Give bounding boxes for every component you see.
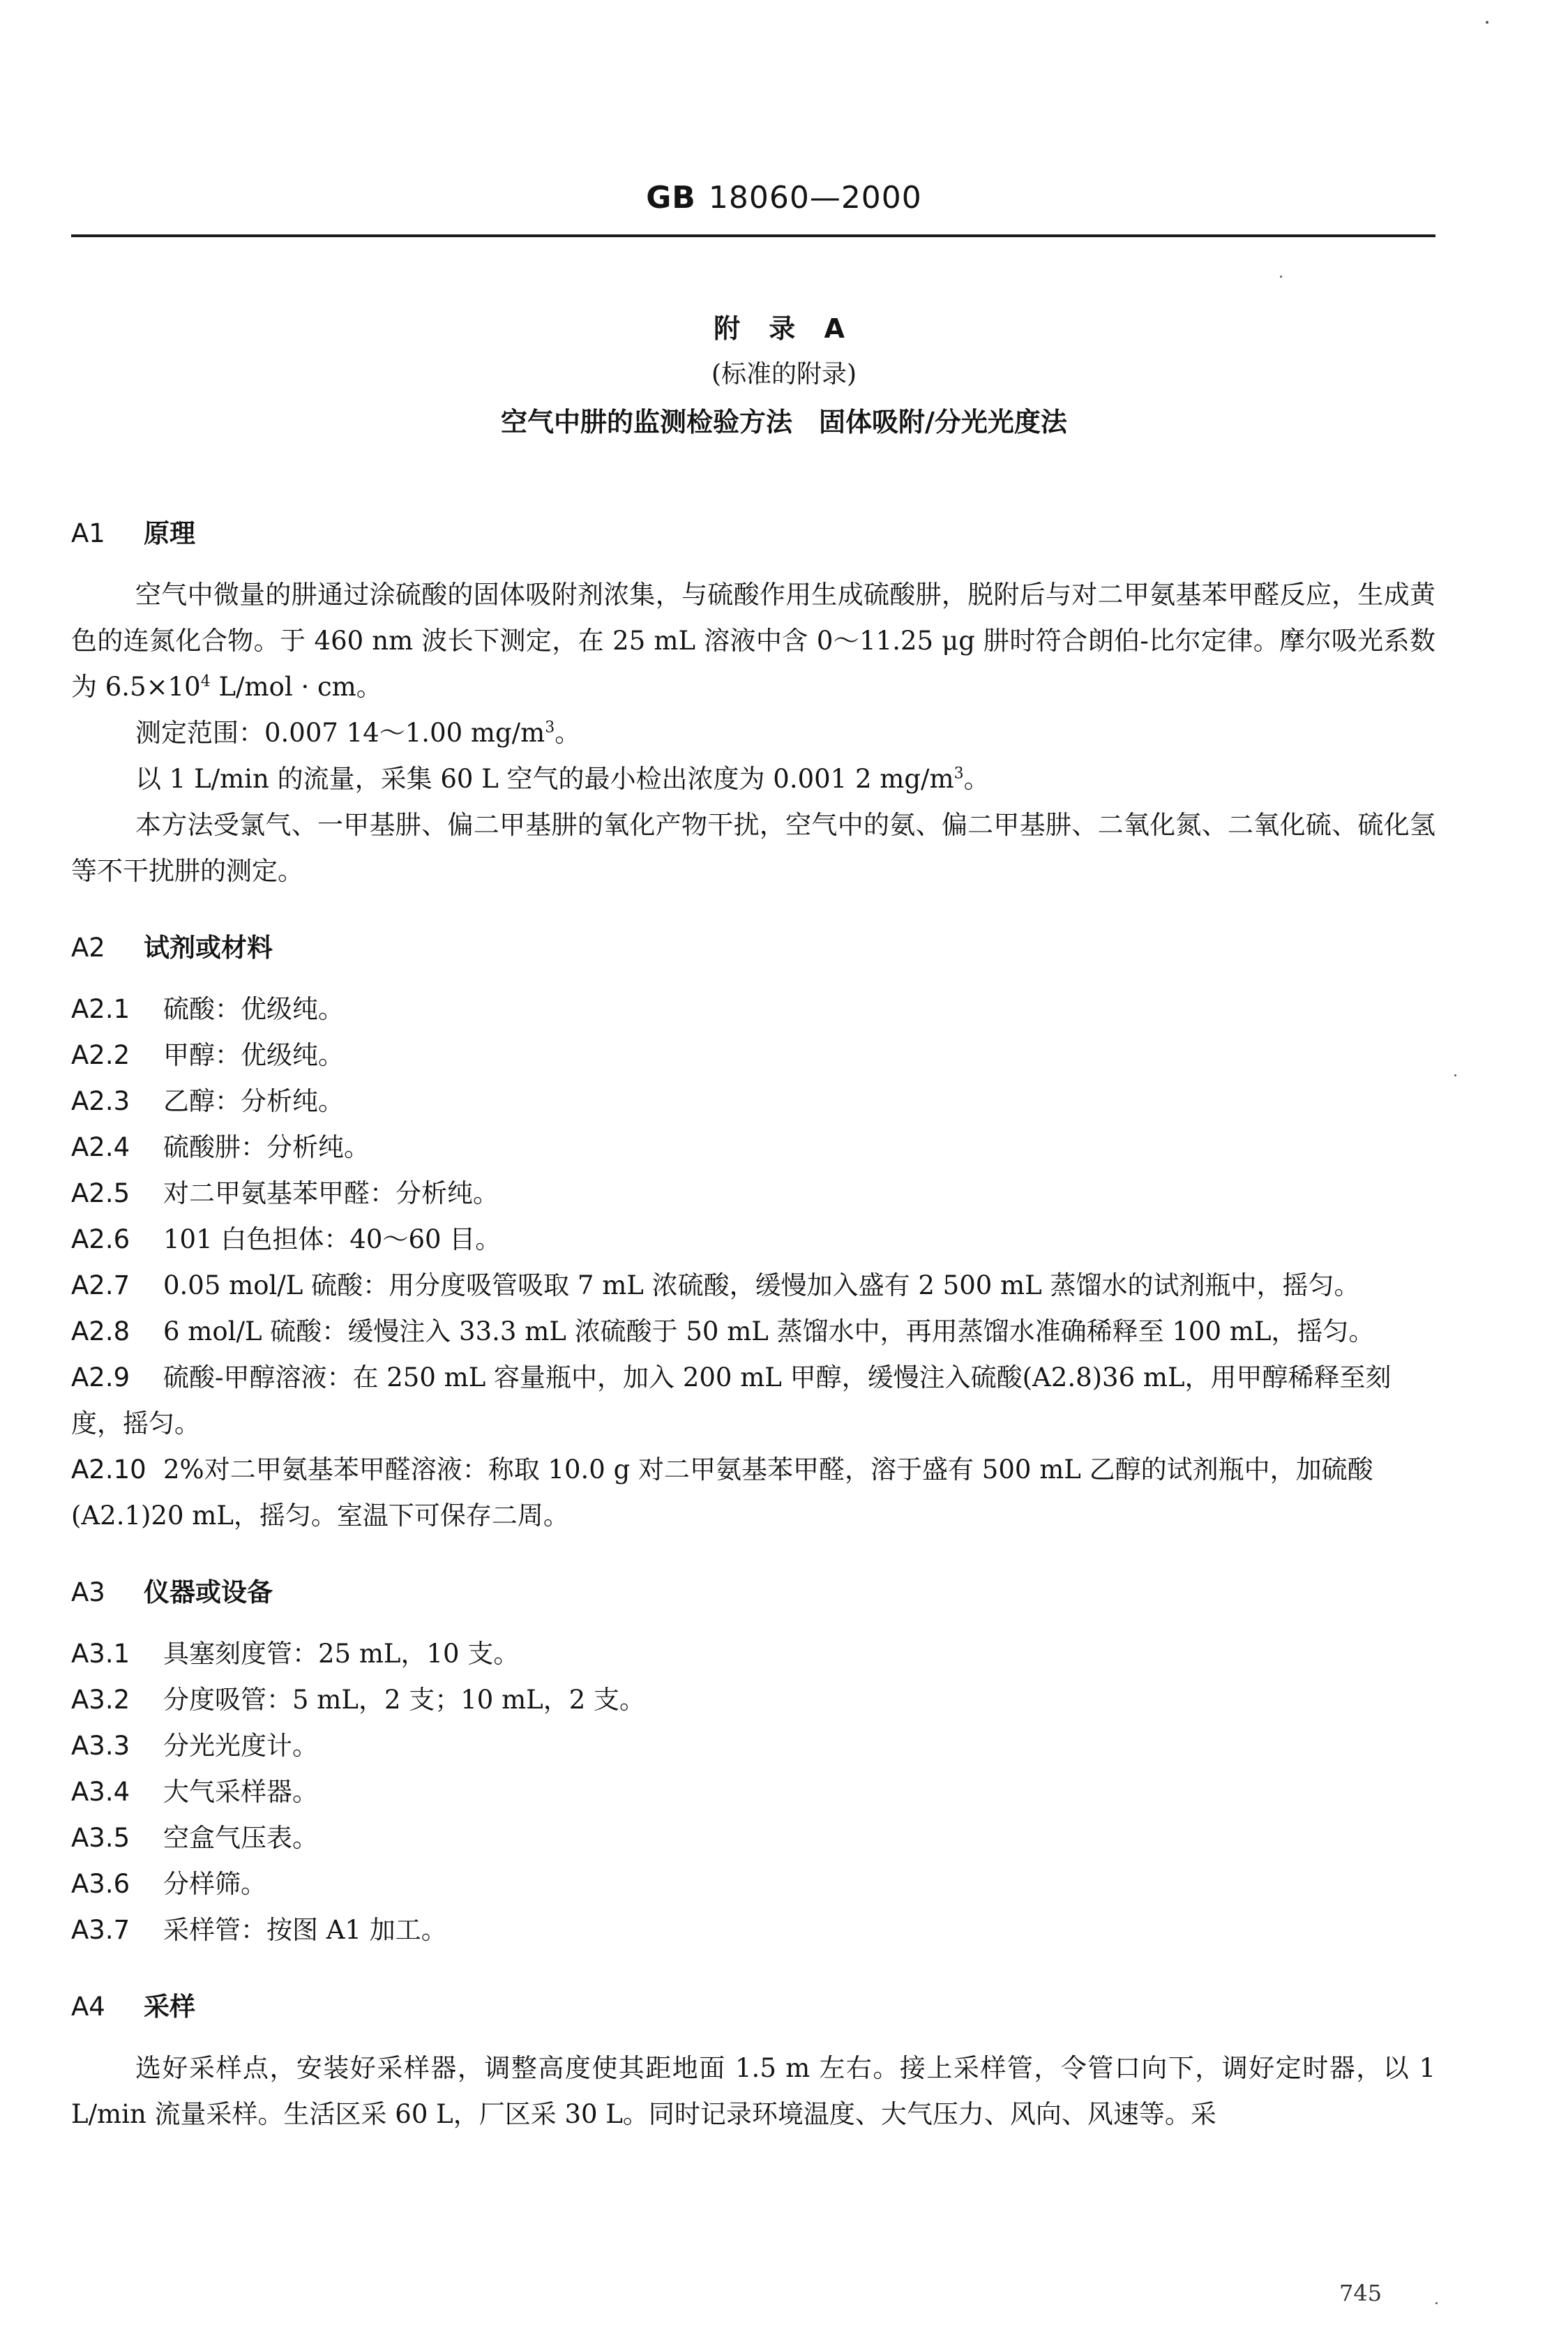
list-item [71,1815,1435,1861]
item-text: 分度吸管：5 mL，2 支；10 mL，2 支。 [163,1685,646,1715]
header-code: 18060—2000 [708,180,922,216]
list-item [71,986,1435,1032]
list-item [71,1217,1435,1263]
list-item [71,1079,1435,1125]
item-number: A3.5 [71,1823,130,1853]
section-title: 原理 [144,518,195,548]
list-item [71,1861,1435,1907]
header-rule [71,234,1435,237]
item-text: 分光光度计。 [163,1731,318,1761]
item-text: 对二甲氨基苯甲醛：分析纯。 [163,1178,499,1208]
item-number: A2.9 [71,1362,130,1392]
list-item [71,1171,1435,1217]
list-item [71,1769,1435,1815]
item-text: 乙醇：分析纯。 [163,1086,344,1116]
section-heading-a3 [71,1570,1435,1616]
list-item [71,1355,1435,1447]
paragraph: 选好采样点，安装好采样器，调整高度使其距地面 1.5 m 左右。接上采样管，令管口向下，调好定时器，以 1 L/min 流量采样。生活区采 60 L，厂区采 30 L。同时记录环境温度、大气压力、风向、风速等。采 [71,2053,1435,2129]
item-text: 硫酸：优级纯。 [163,994,344,1024]
item-text: 具塞刻度管：25 mL，10 支。 [163,1639,520,1669]
list-item [71,1447,1435,1539]
list-item [71,1309,1435,1355]
item-text: 2%对二甲氨基苯甲醛溶液：称取 10.0 g 对二甲氨基苯甲醛，溶于盛有 500 mL 乙醇的试剂瓶中，加硫酸(A2.1)20 mL，摇匀。室温下可保存二周。 [71,1455,1373,1531]
list-item [71,1677,1435,1723]
scan-speck [1280,276,1282,278]
item-text: 0.05 mol/L 硫酸：用分度吸管吸取 7 mL 浓硫酸，缓慢加入盛有 2 500 mL 蒸馏水的试剂瓶中，摇匀。 [163,1270,1360,1300]
reagent-list [71,986,1435,1539]
item-text: 硫酸肼：分析纯。 [163,1132,370,1162]
list-item [71,1263,1435,1309]
paragraph: 测定范围：0.007 14～1.00 $mg/m^3$。 [135,718,581,748]
item-number: A2.6 [71,1224,130,1254]
item-number: A2.10 [71,1455,146,1485]
section-number: A3 [71,1577,105,1607]
item-number: A2.5 [71,1178,130,1208]
paragraph: 本方法受氯气、一甲基肼、偏二甲基肼的氧化产物干扰，空气中的氨、偏二甲基肼、二氧化氮、二氧化硫、硫化氢等不干扰肼的测定。 [71,810,1435,886]
list-item [71,1032,1435,1079]
equipment-list [71,1631,1435,1953]
list-item [71,1125,1435,1171]
item-number: A3.1 [71,1639,130,1669]
item-number: A3.7 [71,1915,130,1945]
item-text: 分样筛。 [163,1869,266,1899]
paragraph: 空气中微量的肼通过涂硫酸的固体吸附剂浓集，与硫酸作用生成硫酸肼，脱附后与对二甲氨基苯甲醛反应，生成黄色的连氮化合物。于 460 nm 波长下测定，在 25 mL 溶液中含 0～11.25 μg 肼时符合朗伯-比尔定律。摩尔吸光系数为 $6.5\times 10^4$ L/mol · cm。 [71,580,1435,702]
section-number: A1 [71,518,105,548]
item-text: 空盒气压表。 [163,1823,318,1853]
item-text: 大气采样器。 [163,1777,318,1807]
list-item [71,1907,1435,1953]
document-header [0,180,1568,216]
section-number: A4 [71,1992,105,2022]
scan-speck [1435,2302,1438,2304]
section-heading-a2 [71,925,1435,971]
item-text: 采样管：按图 A1 加工。 [163,1915,447,1945]
item-number: A2.3 [71,1086,130,1116]
item-text: 硫酸-甲醇溶液：在 250 mL 容量瓶中，加入 200 mL 甲醇，缓慢注入硫酸(A2.8)36 mL，用甲醇稀释至刻度，摇匀。 [71,1362,1392,1438]
item-text: 甲醇：优级纯。 [163,1040,344,1070]
section-heading-a1 [71,511,1435,557]
paragraph: 以 1 L/min 的流量，采集 60 L 空气的最小检出浓度为 0.001 2 $mg/m^3$。 [135,764,990,794]
section-title: 仪器或设备 [144,1577,273,1607]
appendix-name: 空气中肼的监测检验方法 固体吸附/分光光度法 [501,407,1067,437]
item-number: A3.3 [71,1731,130,1761]
item-number: A2.1 [71,994,130,1024]
document-body [71,511,1435,2138]
section-number: A2 [71,933,105,963]
item-number: A2.4 [71,1132,130,1162]
scan-speck [1486,21,1488,24]
section-title: 采样 [144,1992,195,2022]
page-number: 745 [1339,2280,1382,2306]
header-prefix: GB [646,180,696,216]
item-number: A2.8 [71,1316,130,1346]
item-number: A3.2 [71,1685,130,1715]
item-number: A2.2 [71,1040,130,1070]
item-text: 101 白色担体：40～60 目。 [163,1224,502,1254]
list-item [71,1723,1435,1769]
item-number: A3.4 [71,1777,130,1807]
appendix-subtitle: (标准的附录) [711,360,857,389]
item-text: 6 mol/L 硫酸：缓慢注入 33.3 mL 浓硫酸于 50 mL 蒸馏水中，再用蒸馏水准确稀释至 100 mL，摇匀。 [163,1316,1375,1346]
scan-speck [1454,1074,1456,1076]
section-heading-a4 [71,1984,1435,2030]
appendix-title: 附 录 A [714,313,854,344]
list-item [71,1631,1435,1677]
item-number: A2.7 [71,1270,130,1300]
section-title: 试剂或材料 [144,933,273,963]
item-number: A3.6 [71,1869,130,1899]
